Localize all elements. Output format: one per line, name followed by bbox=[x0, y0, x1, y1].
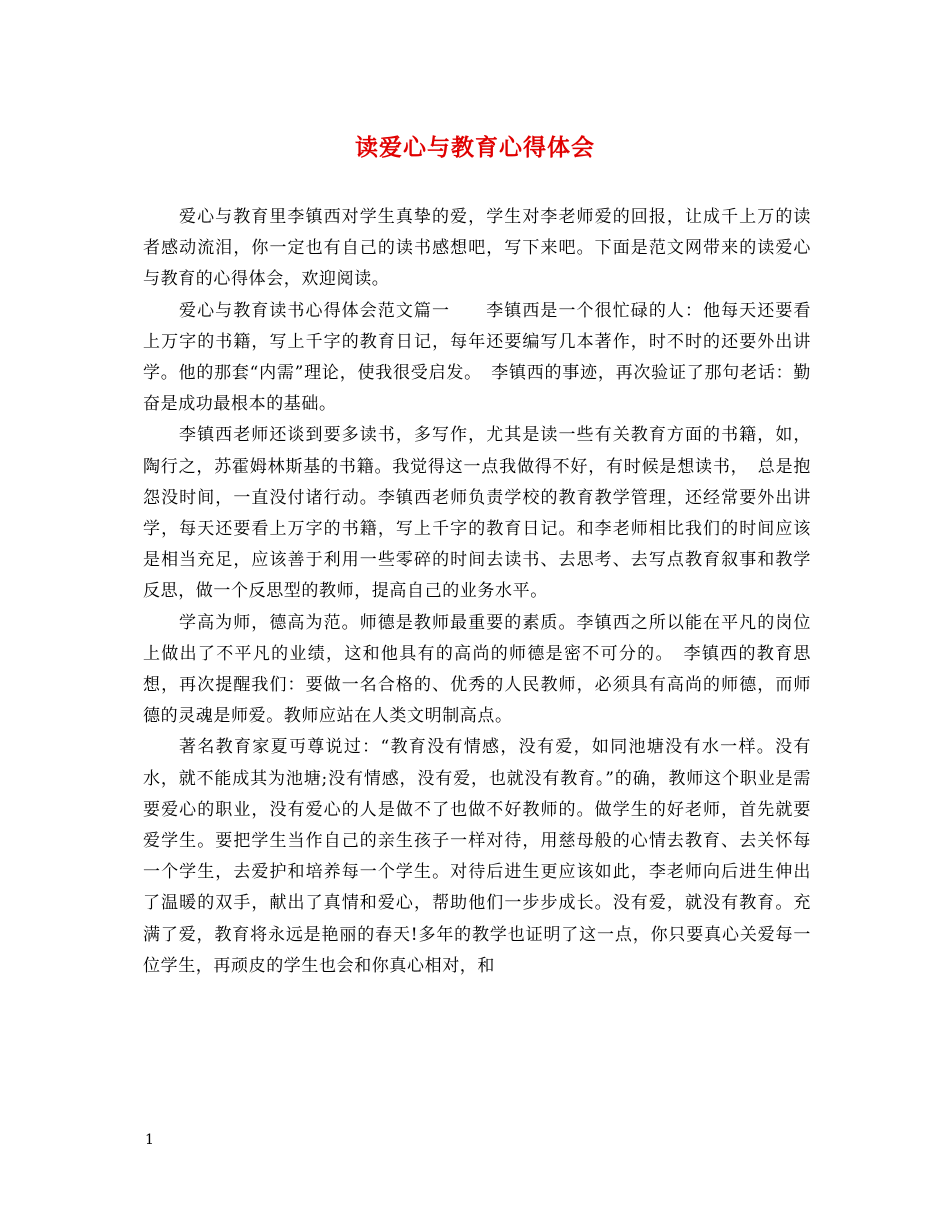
document-body bbox=[143, 202, 811, 982]
paragraph-love-education: 著名教育家夏丏尊说过：“教育没有情感，没有爱，如同池塘没有水一样。没有水，就不能成其为池塘;没有情感，没有爱，也就没有教育。”的确，教师这个职业是需要爱心的职业，没有爱心的人是做不了也做不好教师的。做学生的好老师，首先就要爱学生。要把学生当作自己的亲生孩子一样对待，用慈母般的心情去教育、去关怀每一个学生，去爱护和培养每一个学生。对待后进生更应该如此，李老师向后进生伸出了温暖的双手，献出了真情和爱心，帮助他们一步步成长。没有爱，就没有教育。充满了爱，教育将永远是艳丽的春天!多年的教学也证明了这一点，你只要真心关爱每一位学生，再顽皮的学生也会和你真心相对，和 bbox=[143, 737, 811, 976]
page-number: 1 bbox=[145, 1132, 154, 1148]
document-title: 读爱心与教育心得体会 bbox=[355, 134, 595, 161]
paragraph-teacher-ethics: 学高为师，德高为范。师德是教师最重要的素质。李镇西之所以能在平凡的岗位上做出了不平凡的业绩，这和他具有的高尚的师德是密不可分的。 李镇西的教育思想，再次提醒我们：要做一名合格的、优秀的人民教师，必须具有高尚的师德，而师德的灵魂是师爱。教师应站在人类文明制高点。 bbox=[143, 612, 811, 727]
paragraph-intro: 爱心与教育里李镇西对学生真挚的爱，学生对李老师爱的回报，让成千上万的读者感动流泪，你一定也有自己的读书感想吧，写下来吧。下面是范文网带来的读爱心与教育的心得体会，欢迎阅读。 bbox=[143, 207, 811, 290]
paragraph-reading: 李镇西老师还谈到要多读书，多写作，尤其是读一些有关教育方面的书籍，如，陶行之，苏霍姆林斯基的书籍。我觉得这一点我做得不好，有时候是想读书， 总是抱怨没时间，一直没付诸行动。李镇西老师负责学校的教育教学管理，还经常要外出讲学，每天还要看上万字的书籍，写上千字的教育日记。和李老师相比我们的时间应该是相当充足，应该善于利用一些零碎的时间去读书、去思考、去写点教育叙事和教学反思，做一个反思型的教师，提高自己的业务水平。 bbox=[143, 425, 811, 602]
paragraph-essay-one: 爱心与教育读书心得体会范文篇一 李镇西是一个很忙碌的人：他每天还要看上万字的书籍，写上千字的教育日记，每年还要编写几本著作，时不时的还要外出讲学。他的那套“内需”理论，使我很受启发。 李镇西的事迹，再次验证了那句老话：勤奋是成功最根本的基础。 bbox=[143, 300, 811, 415]
